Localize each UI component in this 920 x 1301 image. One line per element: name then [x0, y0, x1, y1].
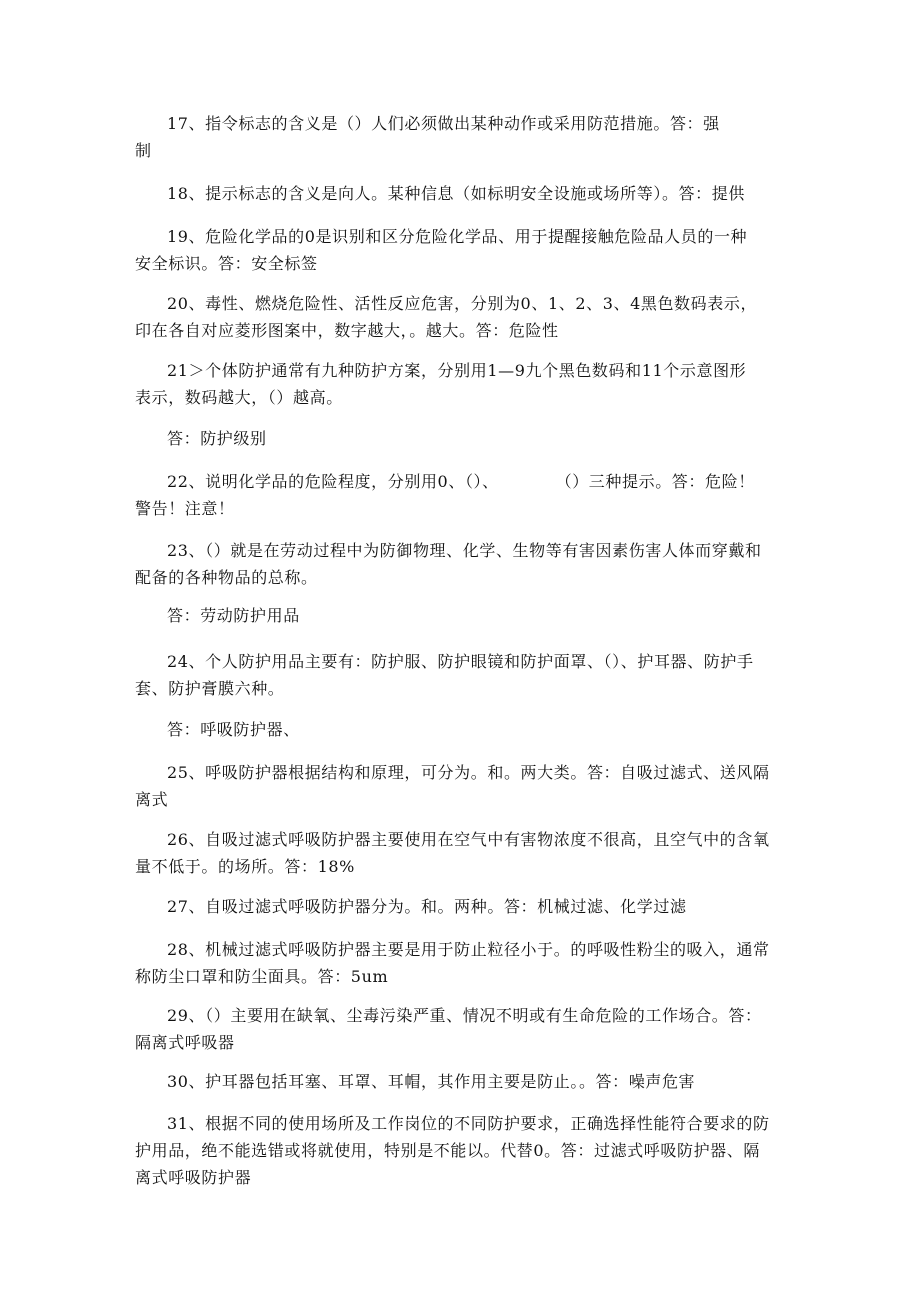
text-line: 22、说明化学品的危险程度，分别用0、（）、 （）三种提示。答：危险！: [167, 472, 755, 491]
answer-21: [135, 425, 785, 452]
text-line: 19、危险化学品的0是识别和区分危险化学品、用于提醒接触危险品人员的一种: [167, 227, 748, 246]
question-27: [135, 893, 785, 920]
question-28: [135, 936, 785, 990]
answer-24: [135, 716, 785, 743]
question-22: [135, 468, 785, 522]
question-30: [135, 1068, 785, 1095]
text-line: 答：劳动防护用品: [167, 606, 300, 625]
text-line: 答：防护级别: [167, 429, 267, 448]
text-line: 23、（）就是在劳动过程中为防御物理、化学、生物等有害因素伤害人体而穿戴和: [167, 541, 762, 560]
text-line: 21＞个体防护通常有九种防护方案，分别用1—9九个黑色数码和11个示意图形: [167, 361, 747, 380]
text-line: 套、防护膏膜六种。: [135, 679, 285, 698]
question-26: [135, 826, 785, 880]
text-line: 离式呼吸防护器: [135, 1168, 252, 1187]
question-17: [135, 110, 785, 164]
question-29: [135, 1002, 785, 1056]
question-25: [135, 759, 785, 813]
text-line: 26、自吸过滤式呼吸防护器主要使用在空气中有害物浓度不很高，且空气中的含氧: [167, 830, 770, 849]
text-line: 答：呼吸防护器、: [167, 720, 300, 739]
question-24: [135, 648, 785, 702]
answer-23: [135, 602, 785, 629]
text-line: 20、毒性、燃烧危险性、活性反应危害，分别为0、1、2、3、4黑色数码表示，: [167, 294, 758, 313]
text-line: 30、护耳器包括耳塞、耳罩、耳帽，其作用主要是防止。。答：噪声危害: [167, 1072, 696, 1091]
text-line: 护用品，绝不能选错或将就使用，特别是不能以。代替0。答：过滤式呼吸防护器、隔: [135, 1141, 760, 1160]
text-line: 制: [135, 141, 152, 160]
text-line: 警告！注意！: [135, 499, 235, 518]
text-line: 25、呼吸防护器根据结构和原理，可分为。和。两大类。答：自吸过滤式、送风隔: [167, 763, 770, 782]
text-line: 表示，数码越大，（）越高。: [135, 388, 343, 407]
text-line: 17、指令标志的含义是（）人们必须做出某种动作或采用防范措施。答：强: [167, 114, 720, 133]
text-line: 称防尘口罩和防尘面具。答：5um: [135, 967, 389, 986]
text-line: 31、根据不同的使用场所及工作岗位的不同防护要求，正确选择性能符合要求的防: [167, 1114, 770, 1133]
text-line: 27、自吸过滤式呼吸防护器分为。和。两种。答：机械过滤、化学过滤: [167, 897, 687, 916]
question-31: [135, 1110, 785, 1191]
text-line: 印在各自对应菱形图案中，数字越大，。越大。答：危险性: [135, 321, 559, 340]
text-line: 量不低于。的场所。答：18%: [135, 857, 355, 876]
question-23: [135, 537, 785, 591]
text-line: 离式: [135, 790, 169, 809]
text-line: 安全标识。答：安全标签: [135, 254, 318, 273]
question-20: [135, 290, 785, 344]
text-line: 18、提示标志的含义是向人。某种信息（如标明安全设施或场所等）。答：提供: [167, 184, 745, 203]
text-line: 28、机械过滤式呼吸防护器主要是用于防止粒径小于。的呼吸性粉尘的吸入，通常: [167, 940, 770, 959]
text-line: 隔离式呼吸器: [135, 1033, 235, 1052]
text-line: 配备的各种物品的总称。: [135, 568, 318, 587]
question-19: [135, 223, 785, 277]
text-line: 24、个人防护用品主要有：防护服、防护眼镜和防护面罩、（）、护耳器、防护手: [167, 652, 754, 671]
text-line: 29、（）主要用在缺氧、尘毒污染严重、情况不明或有生命危险的工作场合。答：: [167, 1006, 762, 1025]
question-18: [135, 180, 785, 207]
question-21: [135, 357, 785, 411]
